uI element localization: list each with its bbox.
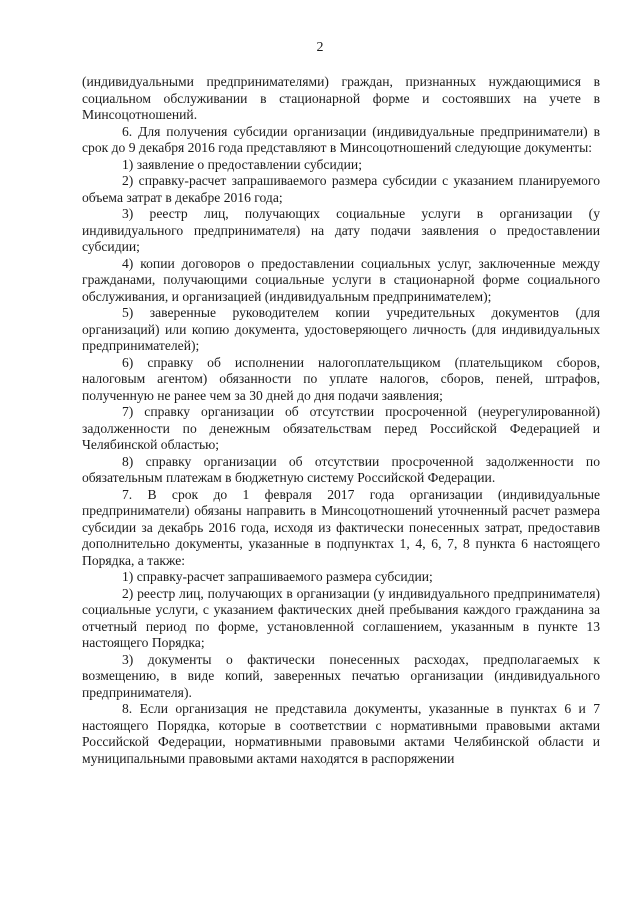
page-number: 2 <box>316 40 324 55</box>
body-text <box>82 74 600 767</box>
paragraph: 5) заверенные руководителем копии учредительных документов (для организаций) или копию документа, удостоверяющего личность (для индивидуальных предпринимателей); <box>82 305 600 353</box>
paragraph: 4) копии договоров о предоставлении социальных услуг, заключенные между гражданами, получающими социальные услуги в стационарной форме социального обслуживания, и организацией (индивидуальным предпринимателем); <box>82 255 600 304</box>
paragraph: 6. Для получения субсидии организации (индивидуальные предприниматели) в срок до 9 декабря 2016 года представляют в Минсоцотношений следующие документы: <box>82 123 600 155</box>
paragraph: 8) справку организации об отсутствии просроченной задолженности по обязательным платежам в бюджетную систему Российской Федерации. <box>82 453 600 485</box>
paragraph: 2) справку-расчет запрашиваемого размера субсидии с указанием планируемого объема затрат в декабре 2016 года; <box>82 173 600 205</box>
paragraph: 7) справку организации об отсутствии просроченной (неурегулированной) задолженности по денежным обязательствам перед Российской Федерацией и Челябинской областью; <box>82 404 600 452</box>
paragraph: 8. Если организация не представила документы, указанные в пунктах 6 и 7 настоящего Порядка, которые в соответствии с нормативными правовыми актами Российской Федерации, нормативными правовыми актами Челябинской области и муниципальными правовыми актами находятся в распоряжении <box>82 701 600 766</box>
paragraph: 3) документы о фактически понесенных расходах, предполагаемых к возмещению, в виде копий, заверенных печатью организации (индивидуального предпринимателя). <box>82 651 600 700</box>
paragraph: 3) реестр лиц, получающих социальные услуги в организации (у индивидуального предпринимателя) на дату подачи заявления о предоставлении субсидии; <box>82 206 600 254</box>
paragraph: 1) заявление о предоставлении субсидии; <box>122 156 362 172</box>
paragraph: 7. В срок до 1 февраля 2017 года организации (индивидуальные предприниматели) обязаны направить в Минсоцотношений уточненный расчет размера субсидии за декабрь 2016 года, исходя из фактически понесенных затрат, предоставив дополнительно документы, указанные в подпунктах 1, 4, 6, 7, 8 пункта 6 настоящего Порядка, а также: <box>82 486 600 568</box>
paragraph: 2) реестр лиц, получающих в организации (у индивидуального предпринимателя) социальные услуги, с указанием фактических дней пребывания каждого гражданина за отчетный период по форме, установленной соглашением, указанным в пункте 13 настоящего Порядка; <box>82 585 600 650</box>
paragraph: 6) справку об исполнении налогоплательщиком (плательщиком сборов, налоговым агентом) обязанности по уплате налогов, сборов, пеней, штрафов, полученную не ранее чем за 30 дней до дня подачи заявления; <box>82 354 600 403</box>
paragraph: (индивидуальными предпринимателями) граждан, признанных нуждающимися в социальном обслуживании в стационарной форме и состоявших на учете в Минсоцотношений. <box>82 74 600 122</box>
paragraph: 1) справку-расчет запрашиваемого размера субсидии; <box>122 569 433 584</box>
